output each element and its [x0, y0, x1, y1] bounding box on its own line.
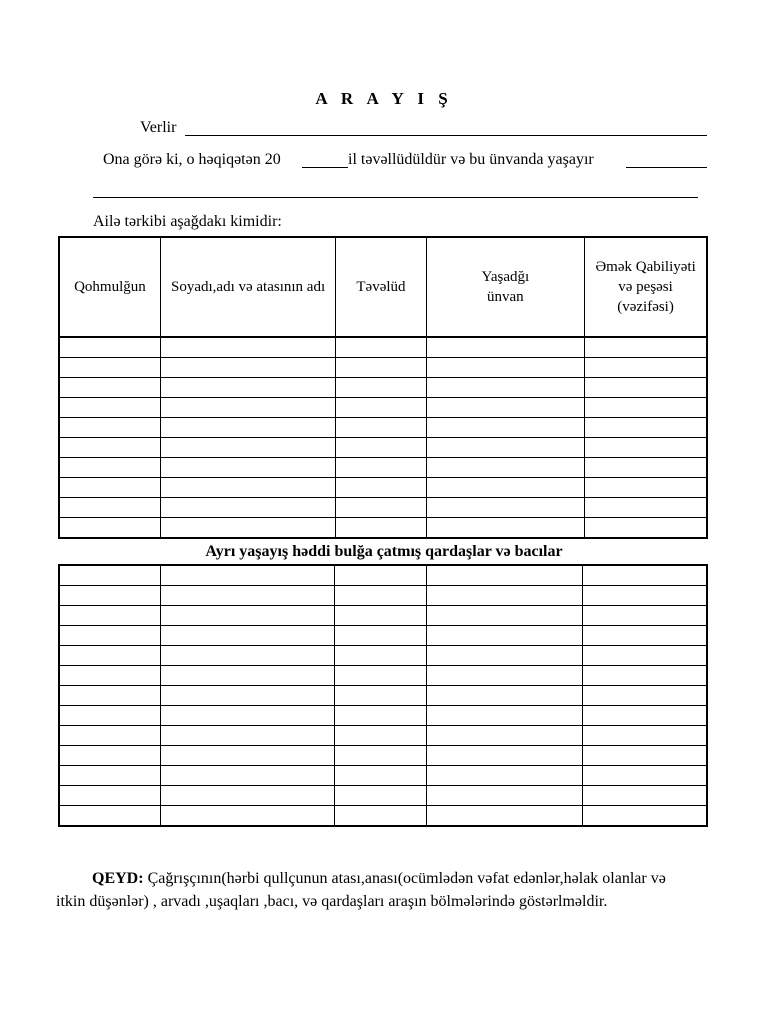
empty-cell	[335, 706, 426, 726]
empty-cell	[335, 626, 426, 646]
family-composition-label: Ailə tərkibi aşağdakı kimidir:	[93, 213, 282, 230]
empty-cell	[59, 626, 160, 646]
empty-cell	[426, 806, 582, 827]
empty-cell	[160, 646, 335, 666]
empty-cell	[160, 565, 335, 586]
empty-cell	[426, 518, 584, 539]
table-row	[59, 586, 707, 606]
empty-cell	[426, 766, 582, 786]
empty-cell	[59, 606, 160, 626]
table-row	[59, 565, 707, 586]
empty-cell	[160, 586, 335, 606]
table-row	[59, 478, 707, 498]
empty-cell	[583, 706, 707, 726]
header-birth-year: Təvəlüd	[336, 237, 426, 337]
empty-cell	[59, 686, 160, 706]
empty-cell	[59, 746, 160, 766]
empty-cell	[160, 458, 336, 478]
empty-cell	[160, 438, 336, 458]
empty-cell	[426, 726, 582, 746]
empty-cell	[59, 646, 160, 666]
empty-cell	[585, 458, 707, 478]
empty-cell	[59, 378, 160, 398]
empty-cell	[336, 498, 426, 518]
table-row	[59, 646, 707, 666]
empty-cell	[335, 726, 426, 746]
empty-cell	[585, 438, 707, 458]
header-full-name: Soyadı,adı və atasının adı	[160, 237, 336, 337]
empty-cell	[59, 565, 160, 586]
empty-cell	[59, 438, 160, 458]
empty-cell	[583, 806, 707, 827]
empty-cell	[426, 478, 584, 498]
empty-cell	[426, 378, 584, 398]
empty-cell	[160, 378, 336, 398]
empty-cell	[426, 786, 582, 806]
empty-cell	[59, 806, 160, 827]
empty-cell	[585, 337, 707, 358]
siblings-section-title: Ayrı yaşayış həddi bulğa çatmış qardaşlar və bacılar	[205, 543, 563, 560]
empty-cell	[426, 358, 584, 378]
empty-cell	[335, 565, 426, 586]
table-row	[59, 626, 707, 646]
empty-cell	[335, 786, 426, 806]
empty-cell	[59, 478, 160, 498]
table-row	[59, 458, 707, 478]
table-row	[59, 766, 707, 786]
empty-cell	[585, 378, 707, 398]
siblings-table	[58, 564, 708, 827]
empty-cell	[585, 518, 707, 539]
empty-cell	[426, 746, 582, 766]
empty-cell	[160, 626, 335, 646]
empty-cell	[335, 686, 426, 706]
empty-cell	[426, 646, 582, 666]
empty-cell	[160, 498, 336, 518]
table-row	[59, 378, 707, 398]
table-row	[59, 498, 707, 518]
empty-cell	[583, 726, 707, 746]
table-row	[59, 418, 707, 438]
empty-cell	[335, 666, 426, 686]
empty-cell	[426, 565, 582, 586]
empty-cell	[583, 786, 707, 806]
table-row	[59, 398, 707, 418]
empty-cell	[583, 626, 707, 646]
table-row	[59, 746, 707, 766]
empty-cell	[426, 686, 582, 706]
empty-cell	[583, 666, 707, 686]
empty-cell	[160, 666, 335, 686]
empty-cell	[59, 398, 160, 418]
note-text: Çağrışçının(hərbi qullçunun atası,anası(ocümlədən vəfat edənlər,həlak olanlar və itkin düşənlər) , arvadı ,uşaqları ,bacı, və qardaşları araşın bölmələrində göstərlməldir.	[56, 870, 666, 910]
empty-cell	[59, 766, 160, 786]
empty-cell	[583, 565, 707, 586]
empty-cell	[426, 398, 584, 418]
empty-cell	[160, 358, 336, 378]
empty-cell	[336, 458, 426, 478]
table-row	[59, 706, 707, 726]
empty-cell	[59, 358, 160, 378]
empty-cell	[585, 478, 707, 498]
empty-cell	[160, 766, 335, 786]
table-row	[59, 606, 707, 626]
empty-cell	[426, 418, 584, 438]
empty-cell	[583, 686, 707, 706]
empty-cell	[59, 498, 160, 518]
empty-cell	[160, 418, 336, 438]
table-row	[59, 438, 707, 458]
ona-gore-prefix: Ona görə ki, o həqiqətən 20	[103, 151, 281, 168]
empty-cell	[426, 606, 582, 626]
empty-cell	[335, 606, 426, 626]
empty-cell	[426, 666, 582, 686]
empty-cell	[426, 438, 584, 458]
table-row	[59, 358, 707, 378]
note-paragraph	[56, 868, 696, 913]
empty-cell	[335, 746, 426, 766]
empty-cell	[59, 726, 160, 746]
empty-cell	[59, 337, 160, 358]
empty-cell	[426, 458, 584, 478]
empty-cell	[160, 746, 335, 766]
empty-cell	[426, 706, 582, 726]
table-row	[59, 337, 707, 358]
empty-cell	[426, 498, 584, 518]
empty-cell	[160, 606, 335, 626]
year-blank-line	[302, 167, 348, 168]
table-row	[59, 686, 707, 706]
empty-cell	[583, 646, 707, 666]
empty-cell	[585, 398, 707, 418]
header-relation: Qohmulğun	[59, 237, 160, 337]
empty-cell	[160, 337, 336, 358]
empty-cell	[160, 726, 335, 746]
empty-cell	[160, 398, 336, 418]
empty-cell	[335, 586, 426, 606]
empty-cell	[59, 458, 160, 478]
empty-cell	[59, 586, 160, 606]
empty-cell	[585, 358, 707, 378]
empty-cell	[583, 606, 707, 626]
ona-gore-middle: il təvəllüdüldür və bu ünvanda yaşayır	[348, 151, 594, 168]
verlir-label: Verlir	[140, 119, 177, 136]
empty-cell	[336, 418, 426, 438]
empty-cell	[160, 518, 336, 539]
empty-cell	[335, 806, 426, 827]
empty-cell	[426, 626, 582, 646]
note-label: QEYD:	[92, 870, 144, 887]
empty-cell	[585, 418, 707, 438]
empty-cell	[335, 766, 426, 786]
table-row	[59, 786, 707, 806]
empty-cell	[426, 586, 582, 606]
address-continuation-line	[93, 197, 698, 198]
empty-cell	[59, 518, 160, 539]
empty-cell	[59, 666, 160, 686]
empty-cell	[160, 686, 335, 706]
empty-cell	[335, 646, 426, 666]
table-row	[59, 518, 707, 539]
table-row	[59, 726, 707, 746]
empty-cell	[160, 786, 335, 806]
empty-cell	[336, 337, 426, 358]
empty-cell	[583, 766, 707, 786]
empty-cell	[160, 478, 336, 498]
table-row	[59, 666, 707, 686]
empty-cell	[336, 438, 426, 458]
empty-cell	[59, 706, 160, 726]
empty-cell	[336, 358, 426, 378]
family-table	[58, 236, 708, 539]
empty-cell	[160, 706, 335, 726]
header-occupation: Əmək Qabiliyəti və peşəsi (vəzifəsi)	[585, 237, 707, 337]
empty-cell	[336, 378, 426, 398]
empty-cell	[59, 786, 160, 806]
document-title: A R A Y I Ş	[315, 89, 453, 108]
address-blank-line	[626, 167, 707, 168]
empty-cell	[336, 518, 426, 539]
empty-cell	[160, 806, 335, 827]
verlir-blank-line	[185, 135, 707, 136]
empty-cell	[336, 478, 426, 498]
table-row	[59, 806, 707, 827]
empty-cell	[583, 586, 707, 606]
header-address: Yaşadğı ünvan	[426, 237, 584, 337]
empty-cell	[336, 398, 426, 418]
empty-cell	[59, 418, 160, 438]
empty-cell	[583, 746, 707, 766]
empty-cell	[426, 337, 584, 358]
empty-cell	[585, 498, 707, 518]
